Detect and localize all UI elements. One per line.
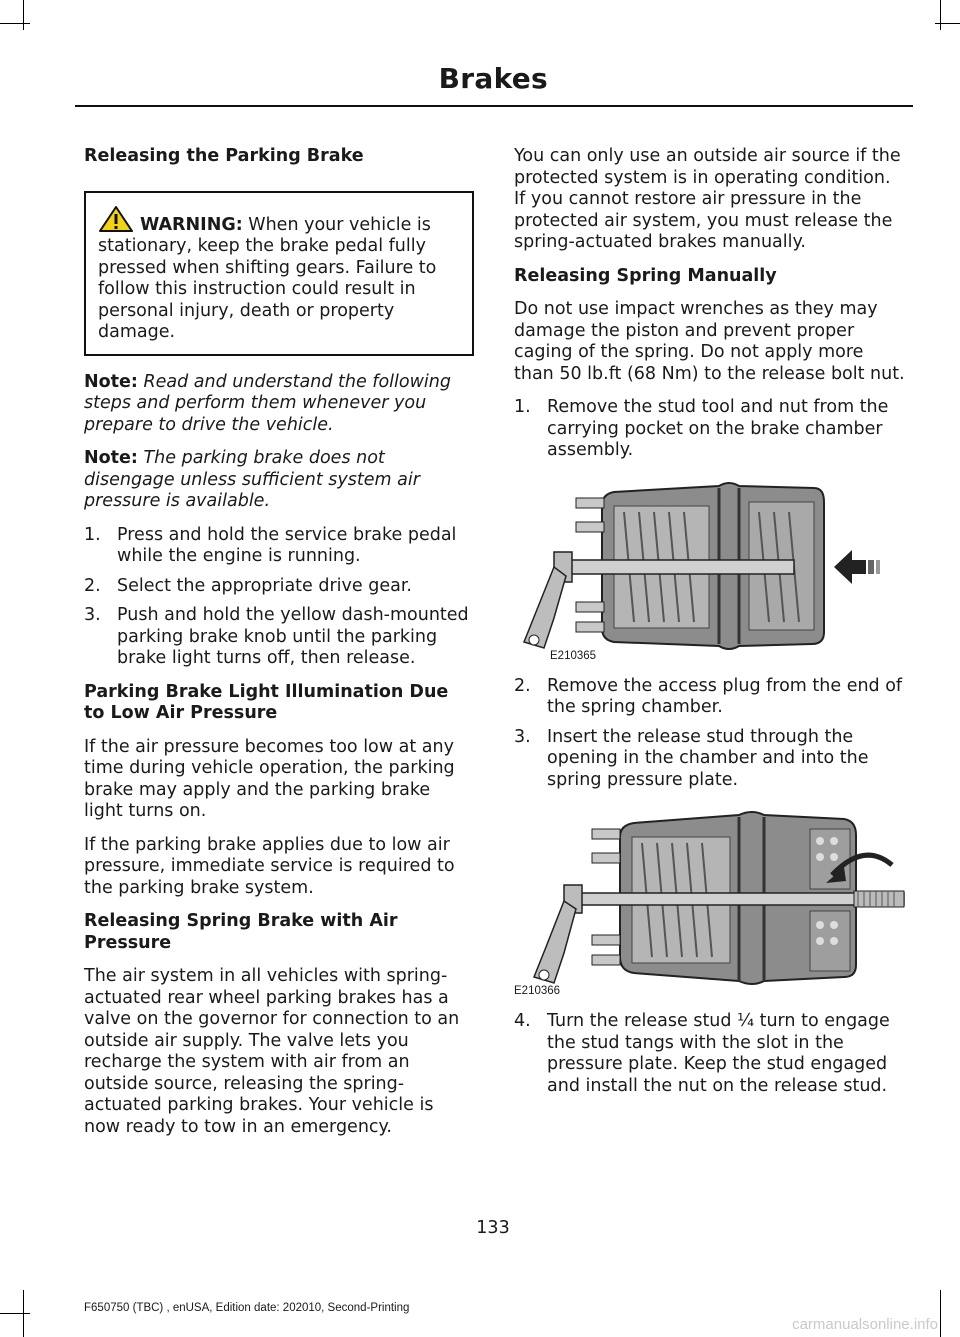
list-item	[84, 576, 474, 598]
paragraph: The air system in all vehicles with spring-actuated rear wheel parking brakes has a valve on the governor for connection to an outside air supply. The valve lets you recharge the system with air from an outside source, releasing the spring-actuated parking brakes. Your vehicle is now ready to tow in an emergency.	[84, 966, 460, 1137]
section-heading: Releasing Spring Manually	[514, 265, 777, 286]
figure-brake-chamber-1	[514, 472, 906, 662]
list-item	[514, 1011, 906, 1097]
warning-label: WARNING:	[140, 214, 243, 235]
note-text: Read and understand the following steps and perform them whenever you prepare to drive the vehicle.	[84, 371, 451, 435]
figure-brake-chamber-2	[514, 801, 906, 997]
brake-chamber-release-illustration	[514, 801, 906, 997]
paragraph: Do not use impact wrenches as they may damage the piston and prevent proper caging of the spring. Do not apply more than 50 lb.ft (68 Nm) to the release bolt nut.	[514, 299, 905, 384]
header-divider	[75, 105, 913, 107]
section-heading: Parking Brake Light Illumination Due to Low Air Pressure	[84, 681, 449, 723]
list-number: 2.	[84, 575, 101, 596]
list-item	[514, 676, 906, 719]
crop-mark	[935, 23, 960, 24]
crop-mark	[23, 0, 24, 30]
note-label: Note:	[84, 448, 138, 468]
crop-mark	[940, 1290, 941, 1337]
list-text: Insert the release stud through the opening in the chamber and into the spring pressure plate.	[547, 726, 869, 790]
page-title: Brakes	[438, 62, 548, 95]
list-text: Turn the release stud ¼ turn to engage the stud tangs with the slot in the pressure plate. Keep the stud engaged and install the nut on the release stud.	[547, 1011, 890, 1096]
list-number: 3.	[514, 726, 531, 747]
paragraph: If the parking brake applies due to low air pressure, immediate service is required to the parking brake system.	[84, 834, 455, 898]
list-number: 1.	[84, 524, 101, 545]
list-text: Press and hold the service brake pedal while the engine is running.	[117, 524, 457, 566]
note-text: The parking brake does not disengage unless sufficient system air pressure is available.	[84, 448, 420, 511]
footer-edition: F650750 (TBC) , enUSA, Edition date: 202010, Second-Printing	[84, 1302, 410, 1314]
crop-mark	[940, 0, 941, 30]
list-item	[84, 605, 474, 670]
list-number: 4.	[514, 1011, 531, 1031]
crop-mark	[0, 23, 30, 24]
list-number: 2.	[514, 675, 531, 696]
warning-box	[84, 191, 474, 356]
list-number: 3.	[84, 605, 101, 625]
list-text: Push and hold the yellow dash-mounted parking brake knob until the parking brake light turns off, then release.	[117, 605, 469, 668]
paragraph: You can only use an outside air source if the protected system is in operating condition. If you cannot restore air pressure in the protected air system, you must release the spring-actuated brakes manually.	[514, 146, 901, 252]
right-column	[514, 146, 906, 1105]
crop-mark	[0, 1313, 30, 1314]
brake-chamber-illustration	[514, 472, 906, 662]
warning-text: When your vehicle is stationary, keep the brake pedal fully pressed when shifting gears. Failure to follow this instruction could result in personal injury, death or property damage.	[98, 214, 437, 342]
note-label: Note:	[84, 371, 138, 392]
figure-code: E210366	[514, 985, 561, 997]
list-text: Remove the stud tool and nut from the carrying pocket on the brake chamber assembly.	[547, 397, 889, 460]
section-heading: Releasing the Parking Brake	[84, 146, 364, 166]
section-heading: Releasing Spring Brake with Air Pressure	[84, 911, 398, 953]
warning-triangle-icon	[98, 205, 134, 233]
list-number: 1.	[514, 397, 531, 417]
list-item	[514, 727, 906, 792]
note	[84, 372, 474, 437]
list-item	[514, 397, 906, 462]
page-number: 133	[476, 1218, 510, 1238]
paragraph: If the air pressure becomes too low at any time during vehicle operation, the parking brake may apply and the parking brake light turns on.	[84, 736, 455, 821]
watermark: carmanualsonline.info	[792, 1316, 938, 1333]
note	[84, 448, 474, 513]
list-text: Select the appropriate drive gear.	[117, 575, 412, 596]
left-column	[84, 146, 474, 1150]
figure-code: E210365	[550, 649, 597, 662]
list-item	[84, 525, 474, 568]
list-text: Remove the access plug from the end of the spring chamber.	[547, 675, 903, 717]
